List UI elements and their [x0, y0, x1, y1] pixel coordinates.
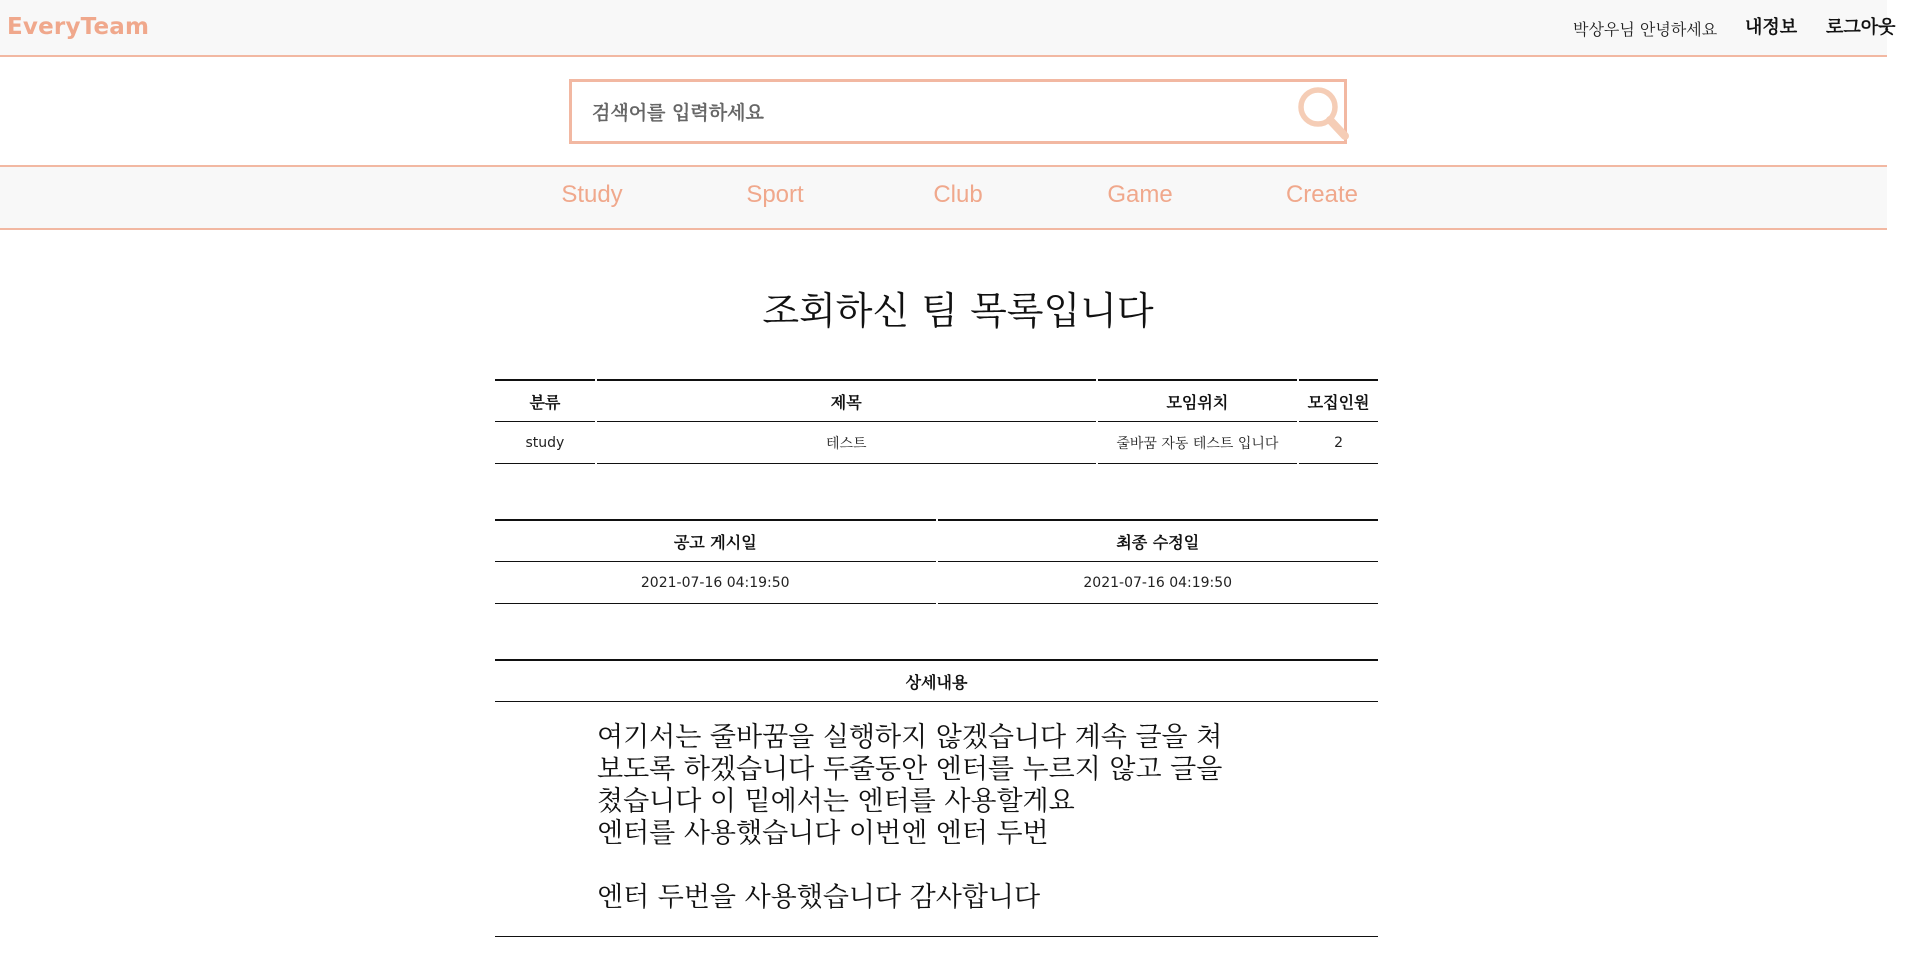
cell-location: 줄바꿈 자동 테스트 입니다	[1098, 422, 1298, 464]
category-create[interactable]: Create	[1285, 181, 1359, 208]
top-navbar	[0, 0, 1896, 57]
category-nav	[0, 165, 1887, 230]
cell-title: 테스트	[597, 422, 1096, 464]
column-header-posted-date: 공고 게시일	[495, 519, 936, 562]
logout-link[interactable]: 로그아웃	[1826, 17, 1896, 38]
category-game[interactable]: Game	[1107, 181, 1173, 208]
column-header-modified-date: 최종 수정일	[938, 519, 1379, 562]
table-row	[495, 422, 1378, 464]
user-greeting: 박상우님 안녕하세요	[1573, 20, 1718, 39]
search-button[interactable]	[1294, 83, 1350, 141]
cell-modified-date: 2021-07-16 04:19:50	[938, 562, 1379, 604]
cell-category: study	[495, 422, 595, 464]
detail-table	[493, 659, 1380, 937]
table-row	[495, 702, 1378, 937]
page-title: 조회하신 팀 목록입니다	[762, 289, 1154, 333]
column-header-detail: 상세내용	[495, 659, 1378, 702]
search-input[interactable]	[590, 96, 1274, 130]
category-club[interactable]: Club	[933, 181, 983, 208]
table-header-row	[495, 379, 1378, 422]
search-icon	[1294, 83, 1350, 141]
team-info-table	[493, 379, 1380, 464]
column-header-category: 분류	[495, 379, 595, 422]
category-study[interactable]: Study	[561, 181, 623, 208]
my-info-link[interactable]: 내정보	[1745, 17, 1798, 38]
category-sport[interactable]: Sport	[746, 181, 804, 208]
column-header-capacity: 모집인원	[1299, 379, 1378, 422]
cell-capacity: 2	[1299, 422, 1378, 464]
column-header-title: 제목	[597, 379, 1096, 422]
column-header-location: 모임위치	[1098, 379, 1298, 422]
detail-content: 여기서는 줄바꿈을 실행하지 않겠습니다 계속 글을 쳐 보도록 하겠습니다 두줄동안 엔터를 누르지 않고 글을 쳤습니다 이 밑에서는 엔터를 사용할게요 엔터를 사용했습니다 이번엔 엔터 두번 엔터 두번을 사용했습니다 감사합니다	[495, 702, 1378, 937]
search-box	[569, 79, 1347, 144]
date-info-table	[493, 519, 1380, 604]
cell-posted-date: 2021-07-16 04:19:50	[495, 562, 936, 604]
logo-link[interactable]: EveryTeam	[7, 14, 150, 40]
table-header-row	[495, 659, 1378, 702]
table-row	[495, 562, 1378, 604]
table-header-row	[495, 519, 1378, 562]
